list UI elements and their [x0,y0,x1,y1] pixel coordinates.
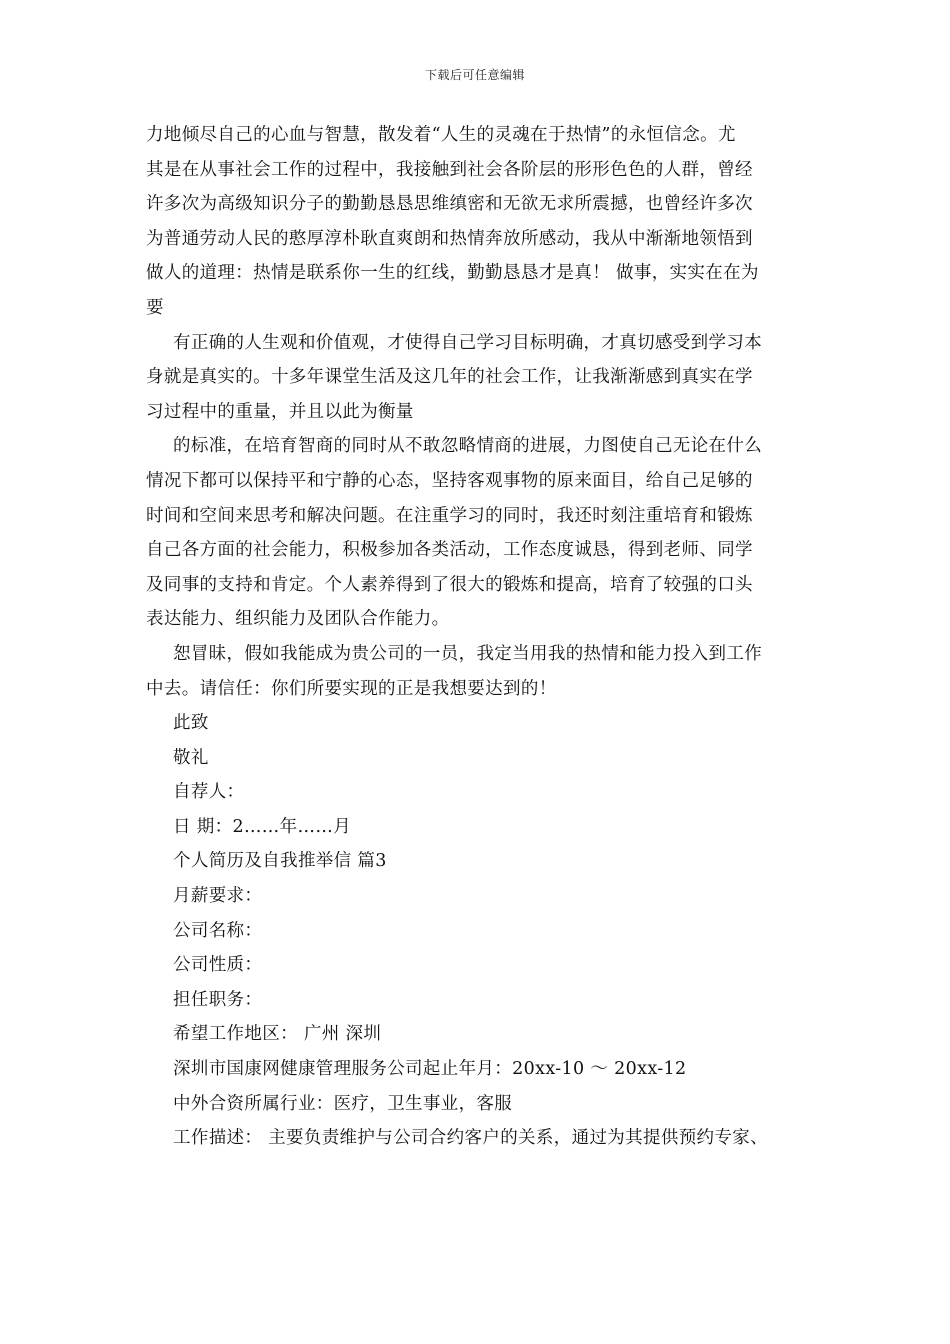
text-line: 中外合资所属行业：医疗，卫生事业，客服 [173,1093,513,1114]
text-line: 敬礼 [173,747,209,768]
text-line: 及同事的支持和肯定。个人素养得到了很大的锻炼和提高，培育了较强的口头 [146,574,753,595]
text-line: 恕冒昧，假如我能成为贵公司的一员，我定当用我的热情和能力投入到工作 [173,643,763,664]
text-line: 自己各方面的社会能力，积极参加各类活动，工作态度诚恳，得到老师、同学 [146,540,753,561]
text-line: 要 [146,297,164,318]
document-body [146,118,826,1156]
text-line: 的标准，在培育智商的同时从不敢忽略情商的进展，力图使自己无论在什么 [173,436,763,457]
text-line: 时间和空间来思考和解决问题。在注重学习的同时，我还时刻注重培育和锻炼 [146,505,753,526]
text-line: 日 期：2……年……月 [173,816,352,837]
text-line: 深圳市国康网健康管理服务公司起止年月：20xx-10 ～ 20xx-12 [173,1059,687,1080]
text-line: 身就是真实的。十多年课堂生活及这几年的社会工作，让我渐渐感到真实在学 [146,367,753,388]
text-line: 为普通劳动人民的憨厚淳朴耿直爽朗和热情奔放所感动，我从中渐渐地领悟到 [146,228,753,249]
text-line: 做人的道理：热情是联系你一生的红线，勤勤恳恳才是真！ 做事，实实在在为 [146,263,759,284]
text-line: 公司名称： [173,920,263,941]
text-line: 月薪要求： [173,886,263,907]
text-line: 此致 [173,713,209,734]
text-line: 自荐人： [173,782,245,803]
text-line: 中去。请信任：你们所要实现的正是我想要达到的！ [146,678,557,699]
text-line: 表达能力、组织能力及团队合作能力。 [146,609,450,630]
text-line: 有正确的人生观和价值观，才使得自己学习目标明确，才真切感受到学习本 [173,332,763,353]
text-line: 公司性质： [173,955,263,976]
text-line: 其是在从事社会工作的过程中，我接触到社会各阶层的形形色色的人群，曾经 [146,159,753,180]
text-line: 力地倾尽自己的心血与智慧，散发着“人生的灵魂在于热情”的永恒信念。尤 [146,125,736,145]
text-line: 担任职务： [173,989,263,1010]
page-header-note: 下载后可任意编辑 [424,68,525,82]
text-line: 情况下都可以保持平和宁静的心态，坚持客观事物的原来面目，给自己足够的 [146,470,753,491]
text-line: 许多次为高级知识分子的勤勤恳恳思维缜密和无欲无求所震撼，也曾经许多次 [146,194,753,215]
text-line: 希望工作地区： 广州 深圳 [173,1024,382,1045]
text-line: 个人简历及自我推举信 篇3 [173,851,387,872]
text-line: 习过程中的重量，并且以此为衡量 [146,401,414,422]
text-line: 工作描述： 主要负责维护与公司合约客户的关系，通过为其提供预约专家、 [173,1128,768,1149]
